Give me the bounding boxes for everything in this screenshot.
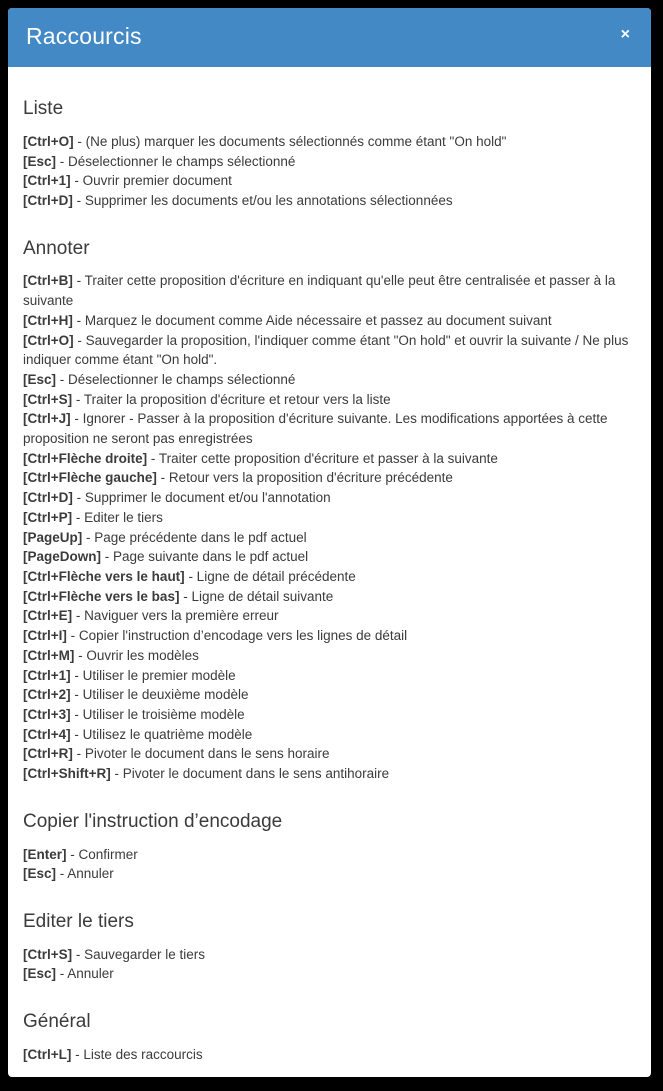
shortcut-item (23, 1045, 631, 1065)
shortcut-key: [Ctrl+P] (23, 509, 73, 525)
shortcut-desc: - Ouvrir premier document (70, 173, 232, 189)
shortcut-desc: - Sauvegarder le tiers (72, 946, 205, 962)
shortcut-item (23, 845, 631, 865)
shortcut-item (23, 370, 631, 390)
close-button[interactable]: × (616, 23, 635, 47)
shortcut-item (23, 764, 631, 784)
shortcut-desc: - Ligne de détail suivante (179, 588, 334, 604)
shortcut-desc: - Confirmer (66, 846, 138, 862)
shortcut-desc: - Pivoter le document dans le sens horaire (72, 746, 330, 762)
shortcut-desc: - Liste des raccourcis (71, 1046, 203, 1062)
modal-body (8, 67, 651, 1077)
shortcut-desc: - Copier l'instruction d’encodage vers les lignes de détail (66, 628, 408, 644)
shortcut-key: [Ctrl+1] (23, 667, 71, 683)
shortcut-key: [PageDown] (23, 549, 102, 565)
shortcut-desc: - Déselectionner le champs sélectionné (56, 371, 296, 387)
shortcut-item (23, 311, 631, 331)
shortcut-key: [Ctrl+H] (23, 312, 73, 328)
modal-header (8, 8, 651, 67)
shortcut-desc: - Traiter cette proposition d'écriture et passer à la suivante (147, 450, 498, 466)
shortcut-key: [Ctrl+D] (23, 490, 73, 506)
shortcut-desc: - Marquez le document comme Aide nécessaire et passez au document suivant (72, 312, 552, 328)
section-heading: Liste (23, 98, 64, 120)
shortcut-item (23, 331, 631, 370)
shortcut-key: [Ctrl+Flèche droite] (23, 450, 148, 466)
section-heading: Editer le tiers (23, 910, 134, 932)
shortcut-item (23, 171, 631, 191)
shortcut-desc: - Pivoter le document dans le sens antihoraire (110, 766, 390, 782)
shortcut-item (23, 409, 631, 448)
shortcut-key: [Ctrl+Flèche vers le bas] (23, 588, 180, 604)
shortcut-key: [Enter] (23, 846, 67, 862)
shortcut-desc: - Editer le tiers (72, 509, 163, 525)
shortcut-desc: - Utiliser le troisième modèle (70, 706, 245, 722)
shortcut-desc: - Naviguer vers la première erreur (72, 608, 279, 624)
shortcut-key: [Ctrl+Flèche vers le haut] (23, 569, 185, 584)
shortcut-desc: - Page précédente dans le pdf actuel (82, 529, 307, 545)
shortcut-item (23, 725, 631, 745)
shortcut-item (23, 547, 631, 567)
shortcut-key: [Esc] (23, 153, 57, 169)
shortcut-key: [Ctrl+O] (23, 133, 74, 149)
shortcut-item (23, 508, 631, 528)
shortcut-desc: - Supprimer les documents et/ou les annotations sélectionnées (72, 192, 453, 208)
shortcut-desc: - Ligne de détail précédente (184, 569, 356, 584)
shortcut-item (23, 528, 631, 548)
modal-title: Raccourcis (26, 23, 142, 49)
shortcut-key: [PageUp] (23, 529, 83, 545)
shortcut-key: [Ctrl+M] (23, 647, 75, 663)
shortcut-desc: - Utiliser le premier modèle (70, 667, 236, 683)
shortcut-item (23, 685, 631, 705)
shortcut-key: [Ctrl+L] (23, 1046, 72, 1062)
shortcut-desc: - Annuler (56, 866, 114, 882)
shortcut-item (23, 626, 631, 646)
shortcut-item (23, 945, 631, 965)
shortcut-key: [Ctrl+E] (23, 608, 73, 624)
shortcut-key: [Ctrl+2] (23, 687, 71, 703)
shortcut-item (23, 488, 631, 508)
shortcut-item (23, 468, 631, 488)
shortcut-desc: - Ignorer - Passer à la proposition d'écriture suivante. Les modifications apportées à cette proposition ne seront pas enregistrées (23, 411, 608, 447)
shortcut-key: [Ctrl+S] (23, 391, 73, 407)
shortcut-key: [Ctrl+D] (23, 192, 73, 208)
shortcut-item (23, 390, 631, 410)
shortcut-desc: - Annuler (56, 966, 114, 982)
shortcut-key: [Ctrl+S] (23, 946, 73, 962)
shortcut-item (23, 646, 631, 666)
shortcut-item (23, 449, 631, 469)
shortcut-desc: - Page suivante dans le pdf actuel (101, 549, 309, 565)
shortcut-item (23, 132, 631, 152)
shortcut-key: [Ctrl+Shift+R] (23, 766, 111, 782)
shortcut-item (23, 271, 631, 310)
shortcuts-modal (8, 8, 651, 1077)
shortcut-key: [Ctrl+1] (23, 173, 71, 189)
shortcut-key: [Ctrl+Flèche gauche] (23, 470, 157, 486)
shortcut-desc: - Traiter la proposition d'écriture et retour vers la liste (72, 391, 391, 407)
section-heading: Copier l'instruction d’encodage (23, 810, 283, 832)
shortcut-key: [Esc] (23, 371, 57, 387)
shortcut-item (23, 864, 631, 884)
shortcut-item (23, 567, 631, 587)
shortcut-desc: - (Ne plus) marquer les documents sélectionnés comme étant "On hold" (73, 133, 507, 149)
shortcut-item (23, 666, 631, 686)
shortcut-item (23, 964, 631, 984)
shortcut-item (23, 191, 631, 211)
shortcut-key: [Ctrl+I] (23, 628, 67, 644)
shortcut-desc: - Utilisez le quatrième modèle (70, 726, 253, 742)
shortcut-key: [Ctrl+B] (23, 273, 73, 289)
shortcut-item (23, 744, 631, 764)
shortcut-desc: - Traiter cette proposition d'écriture en indiquant qu'elle peut être centralisée et passer à la suivante (23, 273, 616, 309)
shortcut-key: [Ctrl+R] (23, 746, 73, 762)
shortcut-desc: - Utiliser le deuxième modèle (70, 687, 249, 703)
shortcut-key: [Ctrl+4] (23, 726, 71, 742)
shortcut-item (23, 606, 631, 626)
shortcut-key: [Ctrl+O] (23, 332, 74, 348)
shortcut-item (23, 152, 631, 172)
shortcut-key: [Esc] (23, 866, 57, 882)
shortcut-desc: - Déselectionner le champs sélectionné (56, 153, 296, 169)
shortcut-item (23, 705, 631, 725)
shortcut-item (23, 587, 631, 607)
shortcut-key: [Ctrl+J] (23, 411, 71, 427)
shortcut-desc: - Sauvegarder la proposition, l'indiquer comme étant "On hold" et ouvrir la suivante / Ne plus indiquer comme étant "On hold". (23, 332, 629, 368)
shortcut-key: [Ctrl+3] (23, 706, 71, 722)
shortcut-desc: - Retour vers la proposition d'écriture précédente (156, 470, 453, 486)
section-heading: Annoter (23, 237, 90, 259)
section-heading: Général (23, 1011, 91, 1033)
shortcut-key: [Esc] (23, 966, 57, 982)
shortcut-desc: - Supprimer le document et/ou l'annotation (72, 490, 331, 506)
shortcut-desc: - Ouvrir les modèles (74, 647, 199, 663)
